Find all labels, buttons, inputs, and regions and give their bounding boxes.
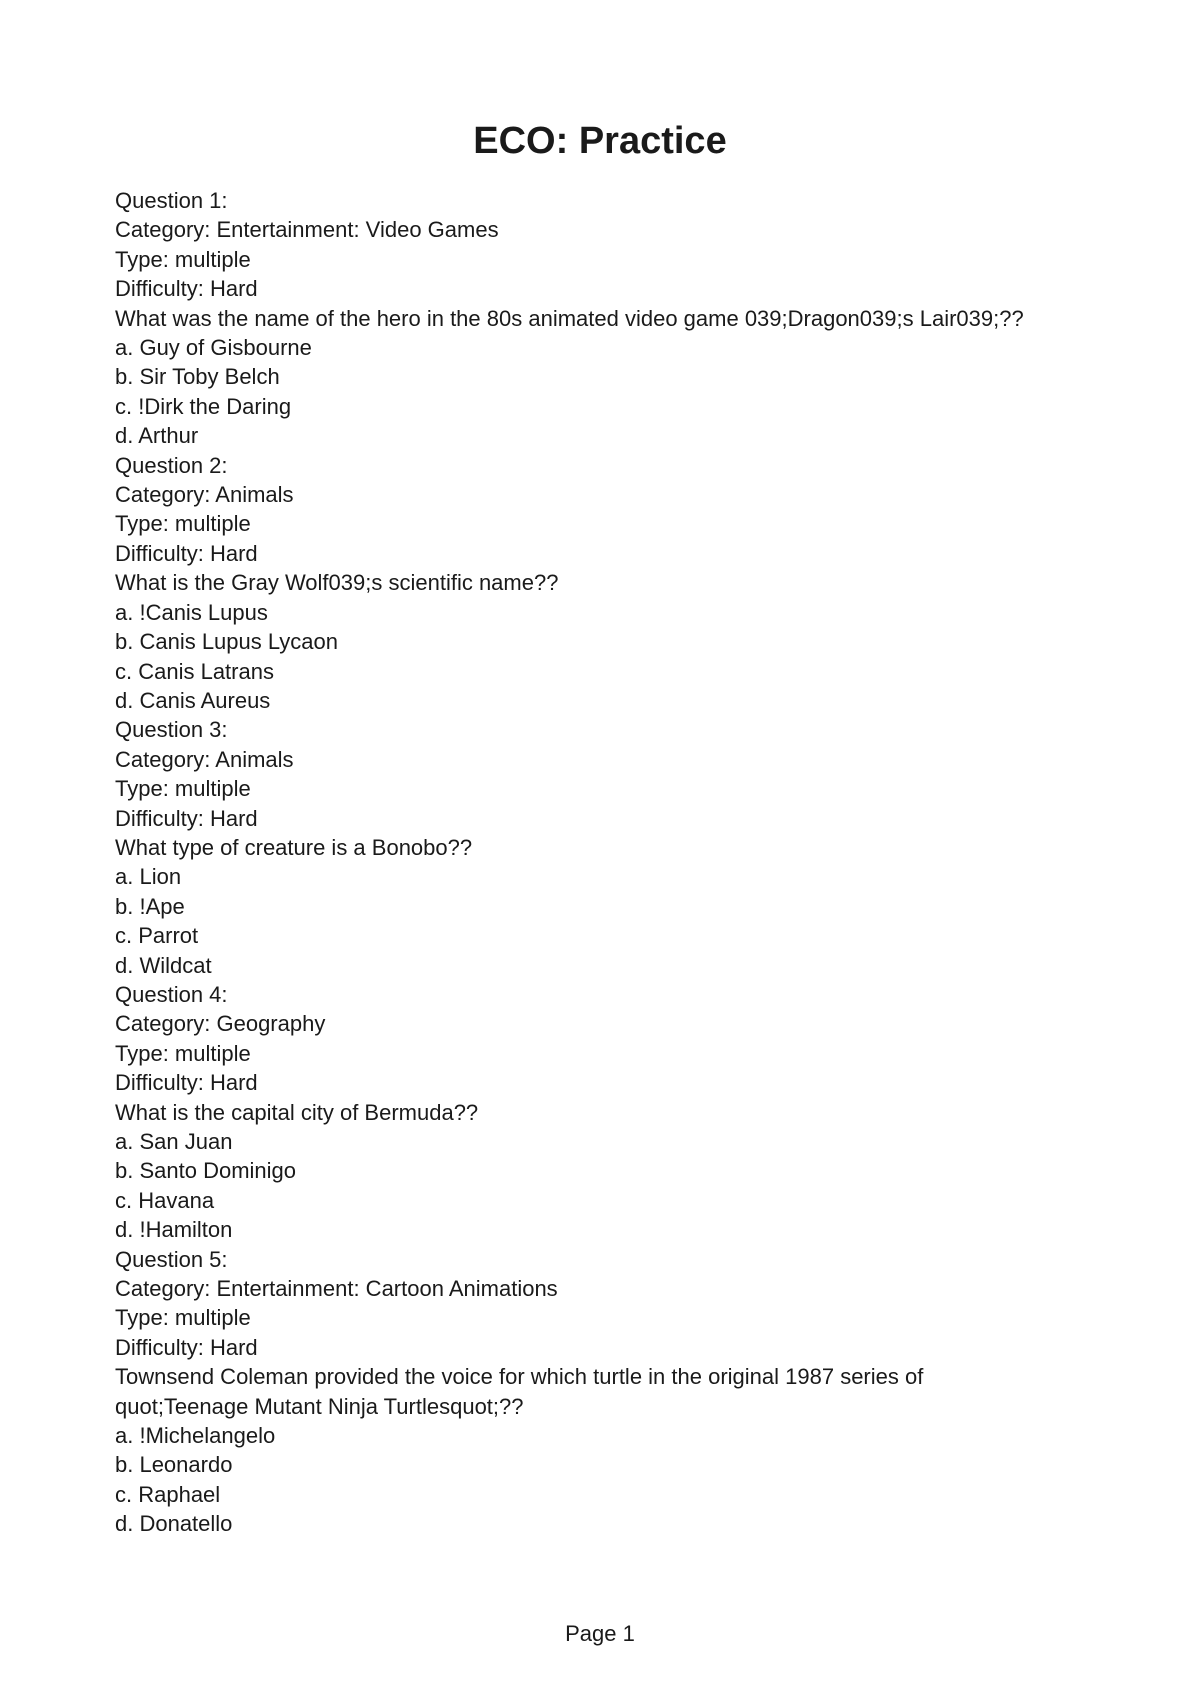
question-difficulty: Difficulty: Hard — [115, 540, 258, 566]
question-block — [115, 186, 1045, 451]
answer-option: b. Sir Toby Belch — [115, 364, 280, 390]
answer-option: d. Donatello — [115, 1511, 233, 1537]
answer-option: a. !Michelangelo — [115, 1423, 276, 1449]
answer-option: d. Canis Aureus — [115, 687, 271, 713]
question-type: Type: multiple — [115, 246, 251, 272]
question-type: Type: multiple — [115, 1305, 251, 1331]
question-list — [115, 186, 1045, 1539]
question-text: What is the Gray Wolf039;s scientific name?? — [115, 570, 559, 596]
page-title: ECO: Practice — [473, 120, 727, 162]
answer-option: c. Havana — [115, 1187, 215, 1213]
answer-option: b. Leonardo — [115, 1452, 233, 1478]
question-text: Townsend Coleman provided the voice for which turtle in the original 1987 series of quot;Teenage Mutant Ninja Turtlesquot;?? — [115, 1364, 924, 1419]
answer-option: c. Raphael — [115, 1481, 221, 1507]
question-category: Category: Entertainment: Cartoon Animations — [115, 1276, 558, 1302]
question-block — [115, 980, 1045, 1245]
answer-option: d. Arthur — [115, 423, 199, 449]
question-text: What was the name of the hero in the 80s animated video game 039;Dragon039;s Lair039;?? — [115, 305, 1024, 331]
answer-option: d. Wildcat — [115, 952, 212, 978]
question-heading: Question 1: — [115, 188, 228, 213]
answer-option: d. !Hamilton — [115, 1217, 233, 1243]
answer-option: b. Santo Dominigo — [115, 1158, 296, 1184]
answer-option: b. !Ape — [115, 893, 185, 919]
question-text: What type of creature is a Bonobo?? — [115, 834, 473, 860]
answer-option: c. !Dirk the Daring — [115, 393, 292, 419]
question-difficulty: Difficulty: Hard — [115, 1334, 258, 1360]
question-block — [115, 451, 1045, 716]
answer-option: c. Canis Latrans — [115, 658, 274, 684]
question-text: What is the capital city of Bermuda?? — [115, 1099, 479, 1125]
answer-option: b. Canis Lupus Lycaon — [115, 629, 338, 655]
question-heading: Question 4: — [115, 981, 228, 1007]
question-type: Type: multiple — [115, 776, 251, 802]
question-type: Type: multiple — [115, 1040, 251, 1066]
question-block — [115, 715, 1045, 980]
question-block — [115, 1245, 1045, 1539]
answer-option: c. Parrot — [115, 923, 199, 949]
question-category: Category: Animals — [115, 482, 294, 508]
question-heading: Question 2: — [115, 452, 228, 478]
question-heading: Question 5: — [115, 1246, 228, 1272]
answer-option: a. Lion — [115, 864, 182, 890]
answer-option: a. !Canis Lupus — [115, 599, 268, 625]
question-category: Category: Entertainment: Video Games — [115, 217, 499, 243]
question-heading: Question 3: — [115, 717, 228, 743]
question-category: Category: Animals — [115, 746, 294, 772]
answer-option: a. San Juan — [115, 1129, 233, 1154]
question-difficulty: Difficulty: Hard — [115, 276, 258, 302]
answer-option: a. Guy of Gisbourne — [115, 335, 312, 361]
question-category: Category: Geography — [115, 1011, 326, 1037]
page-number: Page 1 — [565, 1621, 635, 1646]
question-difficulty: Difficulty: Hard — [115, 1070, 258, 1096]
question-type: Type: multiple — [115, 511, 251, 537]
question-difficulty: Difficulty: Hard — [115, 805, 258, 831]
